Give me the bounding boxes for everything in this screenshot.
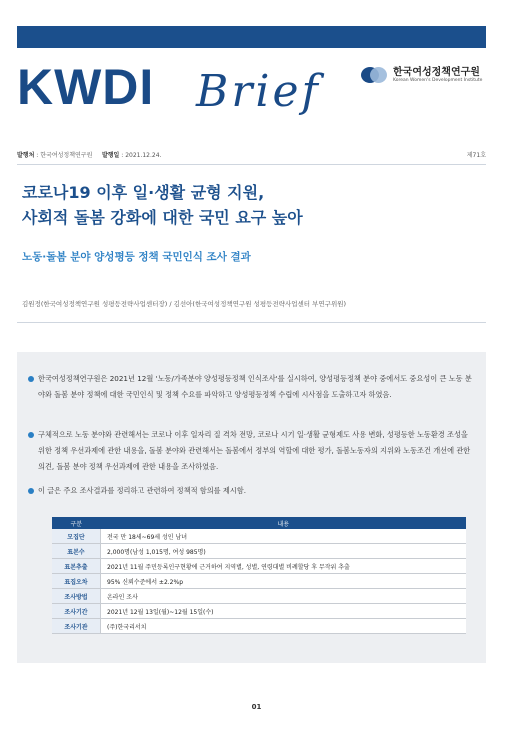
survey-overview-table bbox=[52, 517, 466, 634]
date-label: 발행일 bbox=[101, 152, 120, 159]
title-line-1: 코로나19 이후 일·생활 균형 지원, bbox=[22, 183, 265, 202]
row-label: 조사기간 bbox=[52, 604, 101, 619]
institute-name-en: Korean Women's Development Institute bbox=[393, 78, 483, 83]
institute-logo bbox=[361, 65, 482, 85]
table-row bbox=[52, 559, 466, 574]
title-line-2: 사회적 돌봄 강화에 대한 국민 요구 높아 bbox=[22, 208, 303, 227]
row-value: 전국 만 18세~69세 성인 남녀 bbox=[101, 529, 467, 544]
header-bar bbox=[17, 26, 486, 48]
table-row bbox=[52, 589, 466, 604]
kwdi-logo: KWDI bbox=[17, 59, 155, 115]
row-value: 온라인 조사 bbox=[101, 589, 467, 604]
row-label: 모집단 bbox=[52, 529, 101, 544]
issue-number: 제71호 bbox=[466, 152, 486, 159]
row-label: 표본추출 bbox=[52, 559, 101, 574]
authors: 김원정(한국여성정책연구원 성평등전략사업센터장) / 김선아(한국여성정책연구원 성평등전략사업센터 부연구위원) bbox=[22, 300, 347, 308]
publish-date: 2021.12.24. bbox=[125, 152, 162, 159]
row-label: 조사기관 bbox=[52, 619, 101, 634]
row-value: 2,000명(남성 1,015명, 여성 985명) bbox=[101, 544, 467, 559]
table-row bbox=[52, 544, 466, 559]
institute-emblem-icon bbox=[361, 65, 387, 85]
row-value: 2021년 11월 주민등록인구현황에 근거하여 지역별, 성별, 연령대별 비례할당 후 무작위 추출 bbox=[101, 559, 467, 574]
publisher-label: 발행처 bbox=[17, 152, 35, 159]
table-header-category: 구분 bbox=[52, 517, 101, 529]
table-header-row bbox=[52, 517, 466, 529]
brief-logo-script: Brief bbox=[196, 66, 321, 117]
table-row bbox=[52, 574, 466, 589]
subtitle: 노동·돌봄 분야 양성평등 정책 국민인식 조사 결과 bbox=[22, 251, 251, 263]
divider bbox=[17, 322, 486, 323]
table-header-content: 내용 bbox=[101, 517, 467, 529]
summary-bullet-3: 이 글은 주요 조사결과를 정리하고 관련하여 정책적 함의를 제시함. bbox=[28, 483, 473, 499]
row-value: (주)한국리서치 bbox=[101, 619, 467, 634]
publisher: 한국여성정책연구원 bbox=[40, 152, 93, 159]
table-row bbox=[52, 619, 466, 634]
summary-bullet-2: 구체적으로 노동 분야와 관련해서는 코로나 이후 일자리 질 격차 전망, 코로나 시기 일·생활 균형제도 사용 변화, 성평등한 노동환경 조성을 위한 정책 우선과제에 관한 내용을, 돌봄 분야와 관련해서는 돌봄에서 정부의 역할에 대한 평가, 돌봄노동자의 지위와 노동조건 개선에 관한 의견, 돌봄 분야 정책 우선과제에 관한 내용을 조사하였음. bbox=[28, 427, 473, 475]
table-row bbox=[52, 529, 466, 544]
page-title bbox=[22, 180, 482, 230]
institute-name: 한국여성정책연구원 bbox=[393, 67, 480, 78]
table-row bbox=[52, 604, 466, 619]
row-label: 표집오차 bbox=[52, 574, 101, 589]
row-value: 2021년 12월 13일(월)~12월 15일(수) bbox=[101, 604, 467, 619]
page-number: 01 bbox=[251, 703, 262, 711]
row-value: 95% 신뢰수준에서 ±2.2%p bbox=[101, 574, 467, 589]
publication-meta: 발행처 : 한국여성정책연구원 발행일 : 2021.12.24. 제71호 bbox=[17, 152, 486, 159]
divider bbox=[17, 164, 486, 165]
row-label: 조사방법 bbox=[52, 589, 101, 604]
row-label: 표본수 bbox=[52, 544, 101, 559]
summary-bullet-1: 한국여성정책연구원은 2021년 12월 '노동/가족분야 양성평등정책 인식조사'를 실시하여, 양성평등정책 분야 중에서도 중요성이 큰 노동 분야와 돌봄 분야 정책에 대한 국민인식 및 정책 수요를 파악하고 양성평등정책 수립에 시사점을 도출하고자 하였음. bbox=[28, 371, 473, 403]
